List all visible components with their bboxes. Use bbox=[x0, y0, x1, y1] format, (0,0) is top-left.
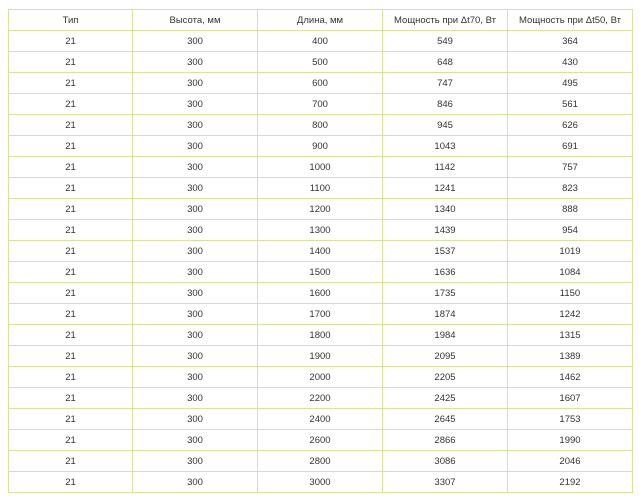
cell-length: 3000 bbox=[258, 472, 383, 493]
header-height: Высота, мм bbox=[133, 10, 258, 31]
cell-power-dt50: 888 bbox=[508, 199, 633, 220]
cell-height: 300 bbox=[133, 472, 258, 493]
cell-height: 300 bbox=[133, 304, 258, 325]
cell-power-dt70: 2645 bbox=[383, 409, 508, 430]
cell-height: 300 bbox=[133, 346, 258, 367]
cell-height: 300 bbox=[133, 115, 258, 136]
table-row bbox=[9, 115, 633, 136]
cell-length: 2400 bbox=[258, 409, 383, 430]
cell-type: 21 bbox=[9, 451, 133, 472]
cell-power-dt50: 561 bbox=[508, 94, 633, 115]
cell-power-dt50: 1019 bbox=[508, 241, 633, 262]
cell-height: 300 bbox=[133, 157, 258, 178]
table-row bbox=[9, 73, 633, 94]
cell-power-dt70: 2425 bbox=[383, 388, 508, 409]
cell-type: 21 bbox=[9, 241, 133, 262]
cell-power-dt70: 1984 bbox=[383, 325, 508, 346]
cell-type: 21 bbox=[9, 157, 133, 178]
cell-power-dt50: 1607 bbox=[508, 388, 633, 409]
cell-height: 300 bbox=[133, 241, 258, 262]
cell-length: 1600 bbox=[258, 283, 383, 304]
cell-length: 1000 bbox=[258, 157, 383, 178]
cell-length: 500 bbox=[258, 52, 383, 73]
cell-power-dt50: 430 bbox=[508, 52, 633, 73]
cell-power-dt50: 2046 bbox=[508, 451, 633, 472]
header-type: Тип bbox=[9, 10, 133, 31]
cell-height: 300 bbox=[133, 52, 258, 73]
cell-height: 300 bbox=[133, 451, 258, 472]
header-power-dt50: Мощность при Δt50, Вт bbox=[508, 10, 633, 31]
table-header-row bbox=[9, 10, 633, 31]
cell-power-dt50: 626 bbox=[508, 115, 633, 136]
cell-power-dt70: 549 bbox=[383, 31, 508, 52]
radiator-table-container bbox=[8, 9, 632, 493]
cell-type: 21 bbox=[9, 304, 133, 325]
table-row bbox=[9, 283, 633, 304]
cell-height: 300 bbox=[133, 325, 258, 346]
cell-length: 1500 bbox=[258, 262, 383, 283]
cell-power-dt50: 757 bbox=[508, 157, 633, 178]
cell-type: 21 bbox=[9, 367, 133, 388]
cell-length: 1900 bbox=[258, 346, 383, 367]
cell-type: 21 bbox=[9, 430, 133, 451]
table-body bbox=[9, 31, 633, 493]
cell-power-dt70: 648 bbox=[383, 52, 508, 73]
cell-power-dt50: 1389 bbox=[508, 346, 633, 367]
cell-power-dt50: 364 bbox=[508, 31, 633, 52]
cell-height: 300 bbox=[133, 220, 258, 241]
cell-height: 300 bbox=[133, 136, 258, 157]
cell-length: 2600 bbox=[258, 430, 383, 451]
table-row bbox=[9, 388, 633, 409]
cell-length: 400 bbox=[258, 31, 383, 52]
table-row bbox=[9, 367, 633, 388]
cell-type: 21 bbox=[9, 262, 133, 283]
cell-power-dt50: 2192 bbox=[508, 472, 633, 493]
cell-length: 1300 bbox=[258, 220, 383, 241]
cell-power-dt70: 3086 bbox=[383, 451, 508, 472]
cell-power-dt50: 823 bbox=[508, 178, 633, 199]
table-row bbox=[9, 94, 633, 115]
table-row bbox=[9, 31, 633, 52]
table-row bbox=[9, 346, 633, 367]
cell-height: 300 bbox=[133, 199, 258, 220]
table-row bbox=[9, 178, 633, 199]
radiator-power-table bbox=[8, 9, 633, 493]
cell-power-dt50: 954 bbox=[508, 220, 633, 241]
cell-power-dt70: 1439 bbox=[383, 220, 508, 241]
cell-power-dt70: 3307 bbox=[383, 472, 508, 493]
cell-power-dt70: 2205 bbox=[383, 367, 508, 388]
cell-length: 900 bbox=[258, 136, 383, 157]
cell-power-dt70: 1142 bbox=[383, 157, 508, 178]
cell-power-dt70: 1241 bbox=[383, 178, 508, 199]
cell-type: 21 bbox=[9, 346, 133, 367]
cell-height: 300 bbox=[133, 367, 258, 388]
cell-type: 21 bbox=[9, 472, 133, 493]
cell-type: 21 bbox=[9, 283, 133, 304]
cell-type: 21 bbox=[9, 52, 133, 73]
table-row bbox=[9, 241, 633, 262]
cell-power-dt70: 1043 bbox=[383, 136, 508, 157]
cell-length: 600 bbox=[258, 73, 383, 94]
cell-type: 21 bbox=[9, 220, 133, 241]
cell-power-dt70: 2866 bbox=[383, 430, 508, 451]
table-row bbox=[9, 472, 633, 493]
cell-power-dt70: 1735 bbox=[383, 283, 508, 304]
cell-type: 21 bbox=[9, 94, 133, 115]
cell-power-dt70: 846 bbox=[383, 94, 508, 115]
cell-height: 300 bbox=[133, 430, 258, 451]
cell-height: 300 bbox=[133, 73, 258, 94]
cell-height: 300 bbox=[133, 94, 258, 115]
table-row bbox=[9, 409, 633, 430]
cell-type: 21 bbox=[9, 73, 133, 94]
cell-power-dt50: 1462 bbox=[508, 367, 633, 388]
table-row bbox=[9, 325, 633, 346]
cell-power-dt70: 1874 bbox=[383, 304, 508, 325]
cell-height: 300 bbox=[133, 388, 258, 409]
header-power-dt70: Мощность при Δt70, Вт bbox=[383, 10, 508, 31]
cell-height: 300 bbox=[133, 31, 258, 52]
cell-power-dt50: 1084 bbox=[508, 262, 633, 283]
cell-type: 21 bbox=[9, 325, 133, 346]
table-row bbox=[9, 430, 633, 451]
cell-height: 300 bbox=[133, 262, 258, 283]
cell-power-dt70: 945 bbox=[383, 115, 508, 136]
cell-length: 1700 bbox=[258, 304, 383, 325]
table-row bbox=[9, 52, 633, 73]
cell-power-dt70: 2095 bbox=[383, 346, 508, 367]
table-row bbox=[9, 157, 633, 178]
cell-power-dt70: 1636 bbox=[383, 262, 508, 283]
cell-type: 21 bbox=[9, 178, 133, 199]
cell-type: 21 bbox=[9, 31, 133, 52]
table-row bbox=[9, 136, 633, 157]
cell-power-dt50: 495 bbox=[508, 73, 633, 94]
table-row bbox=[9, 451, 633, 472]
cell-power-dt50: 1242 bbox=[508, 304, 633, 325]
cell-height: 300 bbox=[133, 178, 258, 199]
cell-height: 300 bbox=[133, 409, 258, 430]
cell-length: 1800 bbox=[258, 325, 383, 346]
cell-length: 2800 bbox=[258, 451, 383, 472]
cell-length: 700 bbox=[258, 94, 383, 115]
header-length: Длина, мм bbox=[258, 10, 383, 31]
cell-power-dt70: 747 bbox=[383, 73, 508, 94]
cell-length: 2200 bbox=[258, 388, 383, 409]
cell-length: 1100 bbox=[258, 178, 383, 199]
cell-length: 800 bbox=[258, 115, 383, 136]
cell-power-dt50: 1150 bbox=[508, 283, 633, 304]
table-row bbox=[9, 199, 633, 220]
cell-type: 21 bbox=[9, 388, 133, 409]
cell-power-dt50: 1990 bbox=[508, 430, 633, 451]
cell-type: 21 bbox=[9, 115, 133, 136]
cell-height: 300 bbox=[133, 283, 258, 304]
cell-type: 21 bbox=[9, 136, 133, 157]
table-row bbox=[9, 220, 633, 241]
cell-type: 21 bbox=[9, 409, 133, 430]
cell-length: 1200 bbox=[258, 199, 383, 220]
cell-power-dt70: 1340 bbox=[383, 199, 508, 220]
cell-power-dt50: 691 bbox=[508, 136, 633, 157]
cell-power-dt70: 1537 bbox=[383, 241, 508, 262]
table-row bbox=[9, 262, 633, 283]
cell-power-dt50: 1315 bbox=[508, 325, 633, 346]
table-row bbox=[9, 304, 633, 325]
cell-power-dt50: 1753 bbox=[508, 409, 633, 430]
cell-length: 2000 bbox=[258, 367, 383, 388]
cell-type: 21 bbox=[9, 199, 133, 220]
cell-length: 1400 bbox=[258, 241, 383, 262]
